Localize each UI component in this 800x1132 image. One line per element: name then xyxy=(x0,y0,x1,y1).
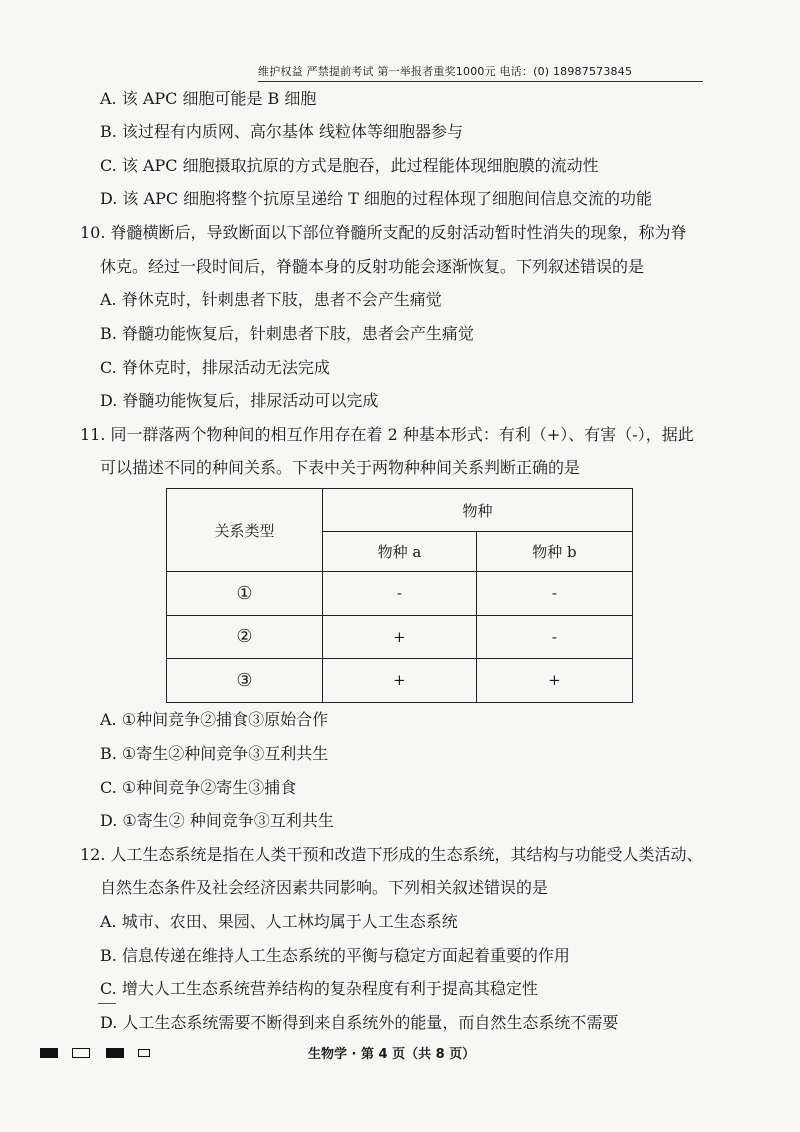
table-row xyxy=(167,658,633,702)
table-header-species: 物种 xyxy=(323,489,633,532)
table-header-species-a: 物种 a xyxy=(323,532,477,572)
q10-stem-line1: 10. 脊髓横断后，导致断面以下部位脊髓所支配的反射活动暂时性消失的现象，称为脊 xyxy=(80,223,687,242)
q10-option-d: D. 脊髓功能恢复后，排尿活动可以完成 xyxy=(100,391,379,410)
q11-stem-line1: 11. 同一群落两个物种间的相互作用存在着 2 种基本形式：有利（+）、有害（-），据此 xyxy=(80,425,694,444)
solid-block-icon xyxy=(106,1048,124,1058)
solid-block-icon xyxy=(40,1048,58,1058)
table-header-species-b: 物种 b xyxy=(476,532,632,572)
relationship-table xyxy=(166,488,633,703)
table-cell-b: + xyxy=(476,658,632,702)
table-cell-a: + xyxy=(323,615,477,658)
q11-stem-line2: 可以描述不同的种间关系。下表中关于两物种种间关系判断正确的是 xyxy=(100,458,581,477)
q12-option-a: A. 城市、农田、果园、人工林均属于人工生态系统 xyxy=(100,912,458,931)
q12-option-d: D. 人工生态系统需要不断得到来自系统外的能量，而自然生态系统不需要 xyxy=(100,1013,619,1032)
table-cell-type: ② xyxy=(167,615,323,658)
q10-option-a: A. 脊休克时，针刺患者下肢，患者不会产生痛觉 xyxy=(100,290,442,309)
table-cell-type: ③ xyxy=(167,658,323,702)
q12-option-b: B. 信息传递在维持人工生态系统的平衡与稳定方面起着重要的作用 xyxy=(100,946,570,965)
q11-option-a: A. ①种间竞争②捕食③原始合作 xyxy=(100,710,329,729)
q10-option-c: C. 脊休克时，排尿活动无法完成 xyxy=(100,358,330,377)
table-cell-b: - xyxy=(476,615,632,658)
margin-pencil-mark xyxy=(98,1003,116,1004)
q12-stem-line2: 自然生态条件及社会经济因素共同影响。下列相关叙述错误的是 xyxy=(100,878,549,897)
header-notice: 维护权益 严禁提前考试 第一举报者重奖1000元 电话：(0) 18987573845 xyxy=(258,63,703,82)
q9-option-a: A. 该 APC 细胞可能是 B 细胞 xyxy=(100,89,317,108)
table-cell-b: - xyxy=(476,572,632,615)
table-cell-type: ① xyxy=(167,572,323,615)
table-cell-a: + xyxy=(323,658,477,702)
q10-option-b: B. 脊髓功能恢复后，针刺患者下肢，患者会产生痛觉 xyxy=(100,324,474,343)
q12-option-c: C. 增大人工生态系统营养结构的复杂程度有利于提高其稳定性 xyxy=(100,979,538,998)
q11-option-c: C. ①种间竞争②寄生③捕食 xyxy=(100,778,297,797)
small-hollow-block-icon xyxy=(138,1049,150,1057)
hollow-block-icon xyxy=(72,1048,90,1058)
q9-option-c: C. 该 APC 细胞摄取抗原的方式是胞吞，此过程能体现细胞膜的流动性 xyxy=(100,156,599,175)
q9-option-b: B. 该过程有内质网、高尔基体 线粒体等细胞器参与 xyxy=(100,122,464,141)
table-header-relation-type: 关系类型 xyxy=(167,489,323,572)
table-row xyxy=(167,572,633,615)
q11-option-b: B. ①寄生②种间竞争③互利共生 xyxy=(100,744,329,763)
table-cell-a: - xyxy=(323,572,477,615)
page-number: 生物学 · 第 4 页（共 8 页） xyxy=(308,1047,476,1062)
q10-stem-line2: 休克。经过一段时间后，脊髓本身的反射功能会逐渐恢复。下列叙述错误的是 xyxy=(100,257,645,276)
q12-stem-line1: 12. 人工生态系统是指在人类干预和改造下形成的生态系统，其结构与功能受人类活动、 xyxy=(80,845,703,864)
table-row xyxy=(167,615,633,658)
q9-option-d: D. 该 APC 细胞将整个抗原呈递给 T 细胞的过程体现了细胞间信息交流的功能 xyxy=(100,189,653,208)
q11-option-d: D. ①寄生② 种间竞争③互利共生 xyxy=(100,811,334,830)
